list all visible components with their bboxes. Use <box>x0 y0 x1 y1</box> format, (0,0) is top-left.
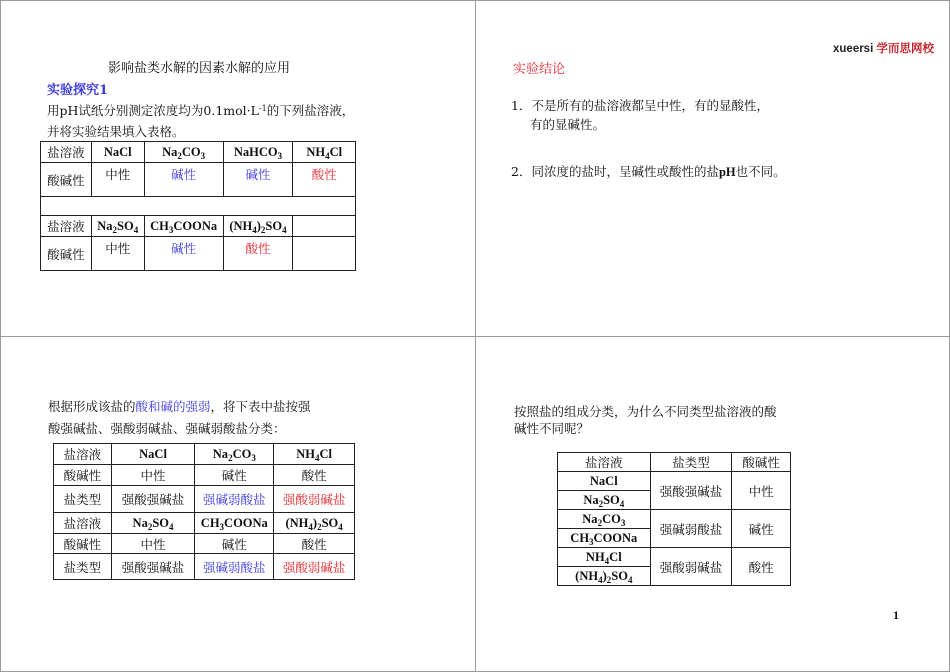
row-label-solution: 盐溶液 <box>41 142 92 163</box>
salt-cell: $(NH_4)_2SO_4$ <box>274 513 355 534</box>
acidity-cell: 碱性 <box>195 534 274 554</box>
salt-cell: $NH_4Cl$ <box>293 142 356 163</box>
salt-cell: $Na_2CO_3$ <box>144 142 223 163</box>
salt-cell: NaHCO$_3$ <box>223 142 293 163</box>
label-type: 盐类型 <box>54 554 112 580</box>
acidity-cell: 酸性 <box>274 534 355 554</box>
conclusion-point-2 <box>511 162 786 180</box>
salt-cell: NaCl <box>111 444 195 465</box>
logo-cn: 学而思网校 <box>876 43 934 55</box>
header-solution: 盐溶液 <box>558 453 651 472</box>
label-solution: 盐溶液 <box>54 513 112 534</box>
header-acidity: 酸碱性 <box>732 453 791 472</box>
type-cell: 强碱弱酸盐 <box>195 554 274 580</box>
slide1-title: 影响盐类水解的因素水解的应用 <box>108 61 291 76</box>
result-cell: 中性 <box>91 163 144 197</box>
row-label-solution: 盐溶液 <box>41 216 92 237</box>
salt-cell: $CH_3COONa$ <box>195 513 274 534</box>
salt-cell: $(NH_4)_2SO_4$ <box>558 567 651 586</box>
label-acidity: 酸碱性 <box>54 465 112 486</box>
type-cell: 强酸强碱盐 <box>650 472 732 510</box>
salt-cell <box>293 216 356 237</box>
acidity-cell: 中性 <box>732 472 791 510</box>
type-cell: 强酸弱碱盐 <box>650 548 732 586</box>
type-cell: 强酸强碱盐 <box>111 486 195 513</box>
salt-cell: $Na_2CO_3$ <box>195 444 274 465</box>
result-cell: 碱性 <box>223 163 293 197</box>
header-type: 盐类型 <box>650 453 732 472</box>
slide3-prompt-line2: 酸强碱盐、强酸弱碱盐、强碱弱酸盐分类： <box>48 421 286 436</box>
result-cell: 酸性 <box>293 163 356 197</box>
label-acidity: 酸碱性 <box>54 534 112 554</box>
salt-cell: $(NH_4)_2SO_4$ <box>223 216 293 237</box>
row-label-acidity: 酸碱性 <box>41 237 92 271</box>
conclusion-point-1-cont: 有的显碱性。 <box>530 117 606 132</box>
result-cell: 碱性 <box>144 163 223 197</box>
slide1-instruction <box>47 101 354 119</box>
salt-cell: $Na_2SO_4$ <box>111 513 195 534</box>
salt-cell: $Na_2SO_4$ <box>558 491 651 510</box>
type-cell: 强酸强碱盐 <box>111 554 195 580</box>
instruction-sup: -1 <box>258 104 267 113</box>
salt-cell: NaCl <box>558 472 651 491</box>
result-cell: 碱性 <box>144 237 223 271</box>
slide1-table-a <box>40 141 356 271</box>
instruction-post: 的下列盐溶液， <box>266 103 355 118</box>
slide4-question-line1: 按照盐的组成分类，为什么不同类型盐溶液的酸 <box>514 404 777 419</box>
acidity-cell: 酸性 <box>732 548 791 586</box>
result-cell: 酸性 <box>223 237 293 271</box>
salt-cell: $CH_3COONa$ <box>558 529 651 548</box>
acidity-cell: 中性 <box>111 465 195 486</box>
type-cell: 强酸弱碱盐 <box>274 554 355 580</box>
xueersi-logo <box>833 40 934 56</box>
page-number: 1 <box>893 608 899 622</box>
acidity-cell: 酸性 <box>274 465 355 486</box>
point2-bold: pH <box>718 165 736 179</box>
prompt-post: ，将下表中盐按强 <box>210 399 311 414</box>
slide4-question-line2: 碱性不同呢？ <box>514 421 590 436</box>
conclusion-point-1: 1．不是所有的盐溶液都呈中性，有的显酸性， <box>511 98 769 113</box>
label-type: 盐类型 <box>54 486 112 513</box>
salt-cell: $NH_4Cl$ <box>274 444 355 465</box>
slide4-table <box>557 452 791 586</box>
result-cell: 中性 <box>91 237 144 271</box>
salt-cell: $Na_2CO_3$ <box>558 510 651 529</box>
salt-cell: $Na_2SO_4$ <box>91 216 144 237</box>
spacer-row <box>41 197 356 216</box>
type-cell: 强碱弱酸盐 <box>650 510 732 548</box>
point2-pre: 2．同浓度的盐时，呈碱性或酸性的盐 <box>511 164 719 179</box>
slide1-instruction-line2: 并将实验结果填入表格。 <box>47 124 185 139</box>
slide3-table <box>53 443 355 580</box>
acidity-cell: 碱性 <box>195 465 274 486</box>
label-solution: 盐溶液 <box>54 444 112 465</box>
slide3-prompt-line1 <box>48 397 311 415</box>
type-cell: 强碱弱酸盐 <box>195 486 274 513</box>
result-cell <box>293 237 356 271</box>
type-cell: 强酸弱碱盐 <box>274 486 355 513</box>
prompt-highlight: 酸和碱的强弱 <box>135 399 211 414</box>
salt-cell: $CH_3COONa$ <box>144 216 223 237</box>
instruction-pre: 用pH试纸分别测定浓度均为0.1mol·L <box>47 103 259 118</box>
slide2-heading: 实验结论 <box>513 62 566 77</box>
acidity-cell: 碱性 <box>732 510 791 548</box>
row-label-acidity: 酸碱性 <box>41 163 92 197</box>
salt-cell: NaCl <box>91 142 144 163</box>
logo-latin: xueersi <box>833 43 874 55</box>
slide1-section-title: 实验探究1 <box>47 83 109 98</box>
acidity-cell: 中性 <box>111 534 195 554</box>
point2-post: 也不同。 <box>735 164 786 179</box>
prompt-pre: 根据形成该盐的 <box>48 399 136 414</box>
salt-cell: $NH_4Cl$ <box>558 548 651 567</box>
